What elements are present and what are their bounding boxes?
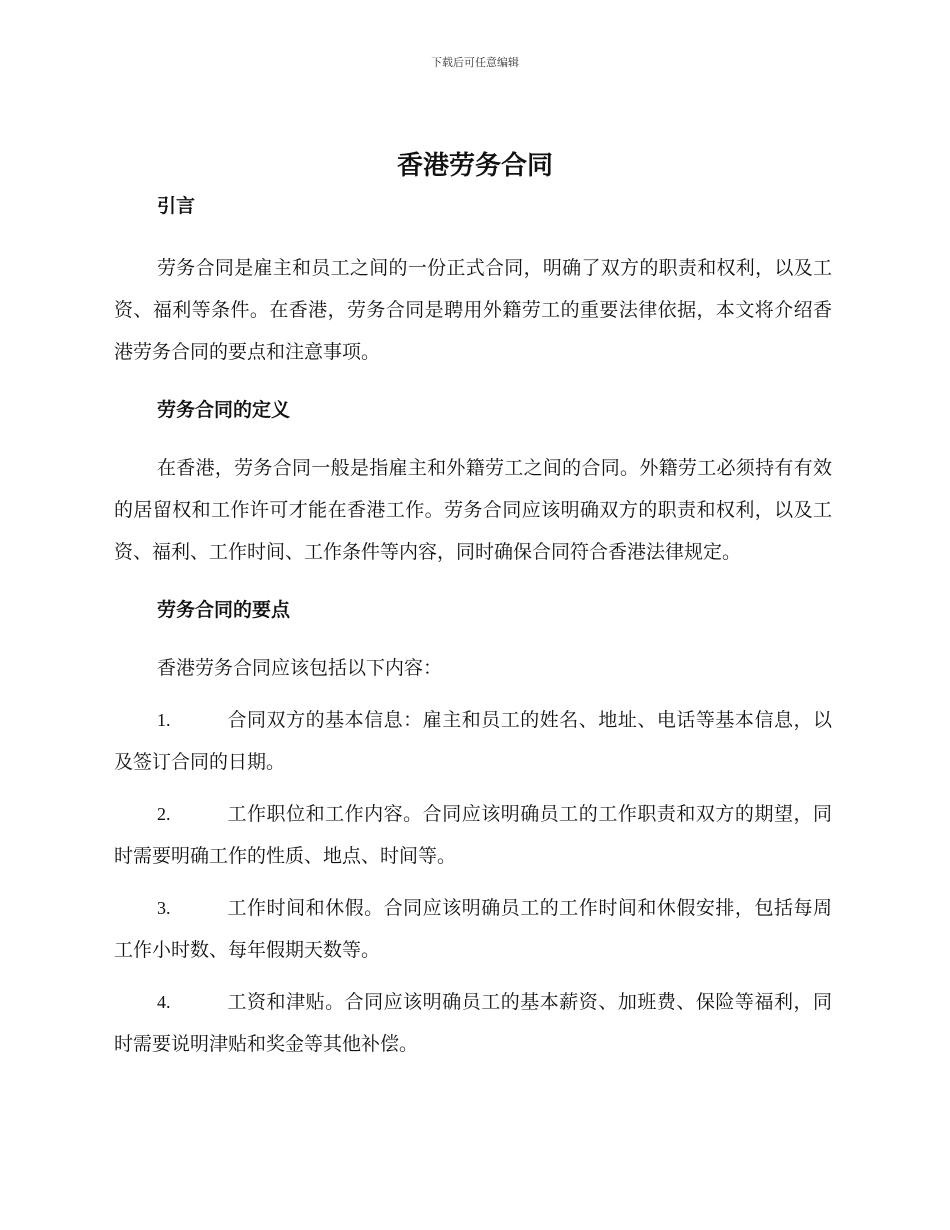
section-paragraph-introduction: 劳务合同是雇主和员工之间的一份正式合同，明确了双方的职责和权利，以及工资、福利等条件。在香港，劳务合同是聘用外籍劳工的重要法律依据，本文将介绍香港劳务合同的要点和注意事项。 [114, 257, 832, 363]
list-item-number: 1. [157, 710, 171, 730]
list-item [114, 887, 832, 971]
section-paragraph-key-points: 香港劳务合同应该包括以下内容： [157, 657, 443, 679]
list-item-number: 3. [157, 898, 171, 918]
list-item [114, 981, 832, 1065]
list-item [114, 793, 832, 877]
document-title: 香港劳务合同 [396, 151, 553, 181]
header-note: 下载后可任意编辑 [431, 56, 519, 69]
list-item-text: 工作职位和工作内容。合同应该明确员工的工作职责和双方的期望，同时需要明确工作的性质、地点、时间等。 [114, 803, 832, 867]
list-item-number: 4. [157, 992, 171, 1012]
section-heading-definition: 劳务合同的定义 [157, 399, 291, 421]
list-item-text: 工资和津贴。合同应该明确员工的基本薪资、加班费、保险等福利，同时需要说明津贴和奖金等其他补偿。 [114, 991, 832, 1055]
section-heading-introduction: 引言 [157, 195, 196, 217]
document-body [114, 190, 832, 1065]
section-paragraph-definition: 在香港，劳务合同一般是指雇主和外籍劳工之间的合同。外籍劳工必须持有有效的居留权和工作许可才能在香港工作。劳务合同应该明确双方的职责和权利，以及工资、福利、工作时间、工作条件等内容，同时确保合同符合香港法律规定。 [114, 457, 832, 563]
list-item-text: 合同双方的基本信息：雇主和员工的姓名、地址、电话等基本信息，以及签订合同的日期。 [114, 709, 832, 773]
list-item-text: 工作时间和休假。合同应该明确员工的工作时间和休假安排，包括每周工作小时数、每年假期天数等。 [114, 897, 832, 961]
list-item-number: 2. [157, 804, 171, 824]
list-item [114, 699, 832, 783]
section-heading-key-points: 劳务合同的要点 [157, 599, 291, 621]
